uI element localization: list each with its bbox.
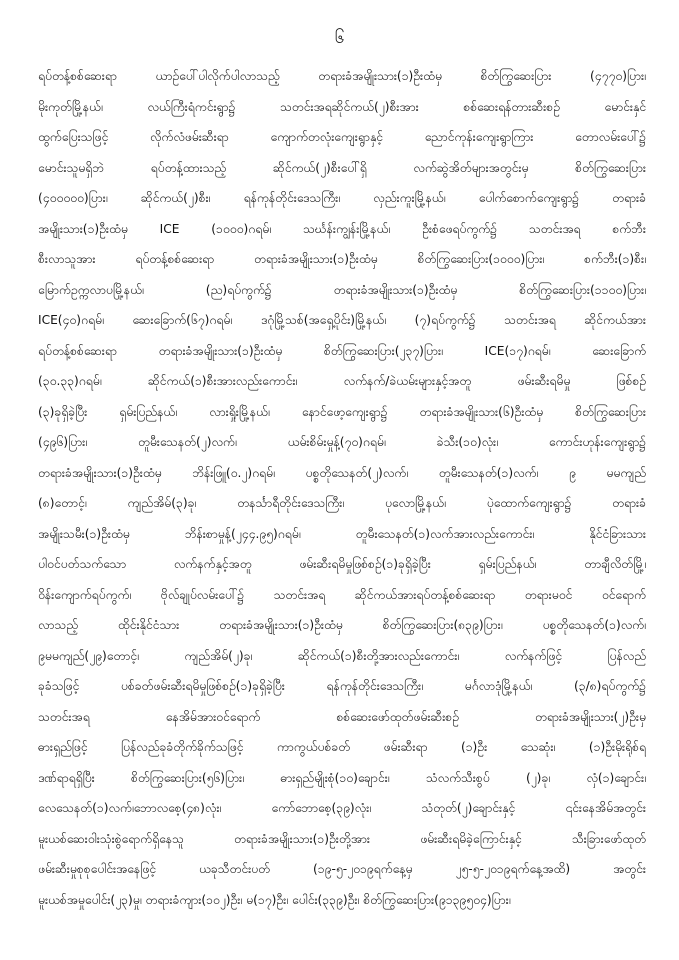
text-line: မူးယစ်အမှုပေါင်း(၂၃)မှု၊ တရားခံကျား(၁၀၂)ဦး၊ မ(၁၇)ဦး၊ ပေါင်း(၃၃၉)ဦး၊ စိတ်ကြွဆေးပြား(၉၁၃၉၅၀၄)ပြား၊ — [38, 892, 511, 907]
text-line: လေသေနတ်(၁)လက်၊ဘောလစေ့(၄၈)လုံး၊ ကော်ဘောစေ့(၃၉)လုံး၊ သံတုတ်(၂)ချောင်းနှင့် ၎င်းနေအိမ်အတွင်း — [38, 801, 646, 815]
text-line: ဓားရှည်ဖြင့် ပြန်လည်ခုခံတိုက်ခိုက်သဖြင့် ကာကွယ်ပစ်ခတ် ဖမ်းဆီးရာ (၁)ဦး သေဆုံး၊ (၁)ဦးမိုးရိုစ်ရ — [38, 740, 646, 754]
text-line: သတင်းအရ နေအိမ်အားဝင်ရောက် စစ်ဆေးဖော်ထုတ်ဖမ်းဆီးစဉ် တရားခံအမျိုးသား(၂)ဦးမှ — [38, 709, 646, 724]
text-line: တရားခံအမျိုးသား(၁)ဦးထံမှ ဘိန်းဖြူ(၀.၂)ဂရမ်၊ ပစ္စတိုသေနတ်(၂)လက်၊ တူမီးသေနတ်(၁)လက်၊ ၉ မမကျည် — [38, 465, 646, 480]
text-line: ဖမ်းဆီးမှုစုစုပေါင်းအနေဖြင့် ယခုသီတင်းပတ် (၁၉-၅-၂၀၁၉ရက်နေ့မှ ၂၅-၅-၂၀၁၉ရက်နေ့အထိ) အတွင်း — [38, 862, 646, 876]
text-line: (၃)ခုရှိခဲ့ပြီး ရှမ်းပြည်နယ်၊ လားရှိုးမြို့နယ်၊ နောင်ဖော့ကျေးရွာ၌ တရားခံအမျိုးသား(၆)ဦးထံမှ စိတ်ကြွဆေးပြား — [38, 404, 646, 419]
page-number: ၆ — [334, 28, 345, 48]
text-line: ရပ်တန့်စစ်ဆေးရာ တရားခံအမျိုးသား(၁)ဦးထံမှ စိတ်ကြွဆေးပြား(၂၃၇)ပြား၊ ICE(၁၇)ဂရမ်၊ ဆေးခြောက် — [38, 343, 646, 358]
text-line: မူးယစ်ဆေးဝါးသုံးစွဲရောက်ရှိနေသူ တရားခံအမျိုးသား(၁)ဦးတို့အား ဖမ်းဆီးရမိခဲ့ကြောင်းနှင့် သီးခြားဖော်ထုတ် — [38, 831, 646, 846]
text-line: ICE(၄၀)ဂရမ်၊ ဆေးခြောက်(၆၇)ဂရမ်၊ ဒဂုံမြို့သစ်(အရှေ့ပိုင်း)မြို့နယ်၊ (၇)ရပ်ကွက်၌ သတင်းအရ ဆိုင်ကယ်အား — [38, 313, 646, 327]
text-line: မြောက်ဥက္ကလာပမြို့နယ်၊ (ည)ရပ်ကွက်၌ တရားခံအမျိုးသား(၁)ဦးထံမှ စိတ်ကြွဆေးပြား(၁၁၀၀)ပြား၊ — [38, 282, 646, 297]
text-line: ပါဝင်ပတ်သက်သော လက်နက်နှင့်အတူ ဖမ်းဆီးရမိမှုဖြစ်စဉ်(၁)ခုရှိခဲ့ပြီး ရှမ်းပြည်နယ်၊ တာချီလိတ်မြို့၊ — [38, 557, 646, 571]
text-line: ခုခံသဖြင့် ပစ်ခတ်ဖမ်းဆီးရမိမှုဖြစ်စဉ်(၁)ခုရှိခဲ့ပြီး ရန်ကုန်တိုင်းဒေသကြီး၊ မင်္ဂလာဒုံမြို့နယ်၊ (၃/၈)ရပ်ကွက်၌ — [38, 679, 646, 693]
text-line: ဝိန်းကျောက်ရပ်ကွက်၊ ဗိုလ်ချုပ်လမ်းပေါ်၌ သတင်းအရ ဆိုင်ကယ်အားရပ်တန့်စစ်ဆေးရာ တရားမဝင် ဝင်ရောက် — [38, 587, 646, 602]
text-line: လာသည့် ထိုင်းနိုင်ငံသား တရားခံအမျိုးသား(၁)ဦးထံမှ စိတ်ကြွဆေးပြား(၈၃၉)ပြား၊ ပစ္စတိုသေနတ်(၁)လက်၊ — [38, 618, 646, 632]
text-line: (၄၉၆)ပြား၊ တူမီးသေနတ်(၂)လက်၊ ယမ်းစိမ်းမှုန့်(၇၀)ဂရမ်၊ ခဲသီး(၁၀)လုံး၊ ကောင်းဟုန်းကျေးရွာ၌ — [38, 435, 646, 449]
text-line: စီးလာသူအား ရပ်တန့်စစ်ဆေးရာ တရားခံအမျိုးသား(၁)ဦးထံမှ စိတ်ကြွဆေးပြား(၁၀၀၀)ပြား၊ စက်ဘီး(၁)စီး၊ — [38, 252, 646, 266]
text-line: ၉မမကျည်(၂၉)တောင့်၊ ကျည်အိမ်(၂)ခု၊ ဆိုင်ကယ်(၁)စီးတို့အားလည်းကောင်း၊ လက်နက်ဖြင့် ပြန်လည် — [38, 648, 646, 663]
text-line: (၄၀၀၀၀၀)ပြား၊ ဆိုင်ကယ်(၂)စီး၊ ရန်ကုန်တိုင်းဒေသကြီး၊ လှည်းကူးမြို့နယ်၊ ပေါက်စောက်ကျေးရွာ၌ တရားခံ — [38, 191, 646, 205]
text-line: ထွက်ပြေးသဖြင့် လိုက်လံဖမ်းဆီးရာ ကျောက်တလုံးကျေးရွာနှင့် ညောင်ကုန်းကျေးရွာကြား တောလမ်းပေါ်၌ — [38, 130, 646, 144]
text-line: အမျိုးသမီး(၁)ဦးထံမှ ဘိန်းစာမှုန့်(၂၄၄.၉၅)ဂရမ်၊ တူမီးသေနတ်(၁)လက်အားလည်းကောင်း၊ နိုင်ငံခြားသား — [38, 526, 646, 541]
body-text — [38, 61, 646, 915]
text-line: မိုးကုတ်မြို့နယ်၊ လယ်ကြီးရံကင်းရွာ၌ သတင်းအရဆိုင်ကယ်(၂)စီးအား စစ်ဆေးရန်တားဆီးစဉ် မောင်းနှင် — [38, 99, 646, 114]
text-line: ရပ်တန့်စစ်ဆေးရာ ယာဉ်ပေါ်ပါလိုက်ပါလာသည့် တရားခံအမျိုးသား(၁)ဦးထံမှ စိတ်ကြွဆေးပြား (၄၇၇၀)ပြား၊ — [38, 69, 646, 83]
text-line: ဒဏ်ရာရရှိပြီး စိတ်ကြွဆေးပြား(၅၆)ပြား၊ ဓားရှည်မျိုးစုံ(၁၀)ချောင်း၊ သံလက်သီးစွပ် (၂)ခု၊ လှံ(၁)ချောင်း၊ — [38, 770, 646, 785]
text-line: (၈)တောင့်၊ ကျည်အိမ်(၃)ခု၊ တနင်္သာရီတိုင်းဒေသကြီး၊ ပုလောမြို့နယ်၊ ပုဲထောက်ကျေးရွာ၌ တရားခံ — [38, 496, 646, 510]
text-line: မောင်းသူမရှိဘဲ ရပ်တန့်ထားသည့် ဆိုင်ကယ်(၂)စီးပေါ်ရှိ လက်ဆွဲအိတ်များအတွင်းမှ စိတ်ကြွဆေးပြား — [38, 160, 646, 175]
text-line: အမျိုးသား(၁)ဦးထံမှ ICE (၁၀၀၀)ဂရမ်၊ သင်္ဃန်းကျွန်းမြို့နယ်၊ ဦးစံဖေရပ်ကွက်၌ သတင်းအရ စက်ဘီး — [38, 221, 646, 236]
text-line: (၃၀.၃၃)ဂရမ်၊ ဆိုင်ကယ်(၁)စီးအားလည်းကောင်း၊ လက်နက်/ခဲယမ်းများနှင့်အတူ ဖမ်းဆီးရမိမှု ဖြစ်စဉ် — [38, 374, 646, 388]
